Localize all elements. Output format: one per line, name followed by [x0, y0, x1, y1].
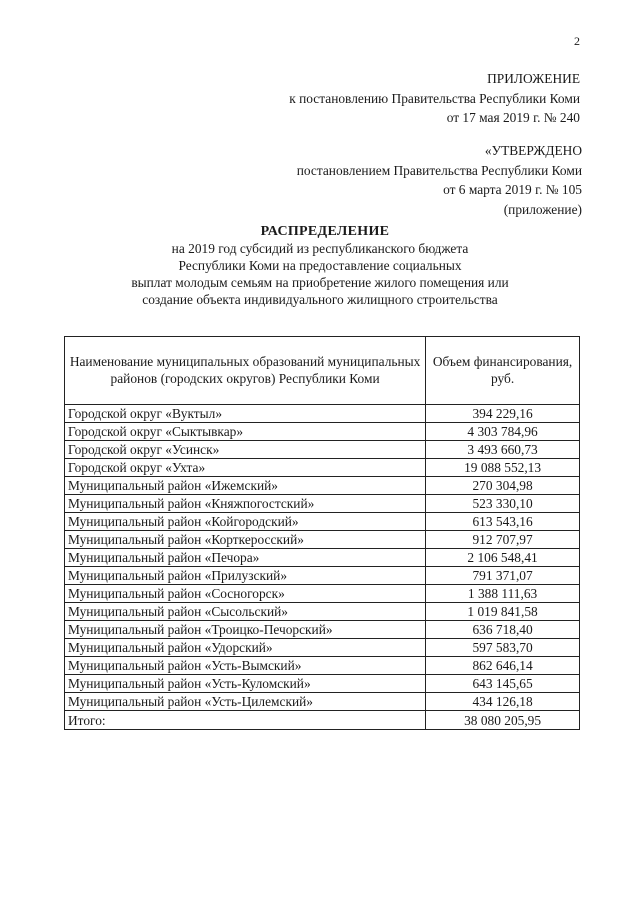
- funding-amount: 270 304,98: [426, 477, 580, 495]
- table-row: [65, 603, 580, 621]
- municipality-name: Муниципальный район «Удорский»: [65, 639, 426, 657]
- header-municipality: Наименование муниципальных образований муниципальных районов (городских округов) Республики Коми: [65, 337, 426, 405]
- table-row: [65, 621, 580, 639]
- table-row: [65, 585, 580, 603]
- municipality-name: Муниципальный район «Усть-Цилемский»: [65, 693, 426, 711]
- municipality-name: Муниципальный район «Усть-Куломский»: [65, 675, 426, 693]
- approved-resolution-line: постановлением Правительства Республики Коми: [296, 162, 582, 178]
- approved-heading: «УТВЕРЖДЕНО: [484, 143, 582, 158]
- funding-amount: 862 646,14: [426, 657, 580, 675]
- table-row: [65, 477, 580, 495]
- municipality-name: Муниципальный район «Койгородский»: [65, 513, 426, 531]
- approved-block: [297, 141, 582, 219]
- document-title-block: [0, 223, 640, 308]
- table-row: [65, 567, 580, 585]
- municipality-name: Городской округ «Усинск»: [65, 441, 426, 459]
- table-row: [65, 531, 580, 549]
- table-body: [65, 405, 580, 711]
- table-row: [65, 405, 580, 423]
- municipality-name: Муниципальный район «Сосногорск»: [65, 585, 426, 603]
- table-row: [65, 639, 580, 657]
- table-row: [65, 657, 580, 675]
- appendix-resolution-line: к постановлению Правительства Республики Коми: [289, 90, 580, 106]
- municipality-name: Муниципальный район «Усть-Вымский»: [65, 657, 426, 675]
- funding-amount: 791 371,07: [426, 567, 580, 585]
- funding-amount: 19 088 552,13: [426, 459, 580, 477]
- distribution-table: [64, 336, 580, 730]
- table-header-row: [65, 337, 580, 405]
- total-label: Итого:: [65, 711, 426, 730]
- appendix-heading: ПРИЛОЖЕНИЕ: [487, 71, 580, 86]
- funding-amount: 1 019 841,58: [426, 603, 580, 621]
- title-line-3: выплат молодым семьям на приобретение жилого помещения или: [131, 275, 509, 290]
- funding-amount: 613 543,16: [426, 513, 580, 531]
- municipality-name: Муниципальный район «Прилузский»: [65, 567, 426, 585]
- page-number: 2: [574, 34, 580, 48]
- municipality-name: Городской округ «Вуктыл»: [65, 405, 426, 423]
- funding-amount: 912 707,97: [426, 531, 580, 549]
- table-row: [65, 459, 580, 477]
- municipality-name: Городской округ «Ухта»: [65, 459, 426, 477]
- municipality-name: Муниципальный район «Сысольский»: [65, 603, 426, 621]
- title-line-1: на 2019 год субсидий из республиканского бюджета: [171, 241, 469, 256]
- funding-amount: 394 229,16: [426, 405, 580, 423]
- table-row: [65, 513, 580, 531]
- table-row: [65, 423, 580, 441]
- title-line-4: создание объекта индивидуального жилищного строительства: [142, 292, 498, 307]
- funding-amount: 1 388 111,63: [426, 585, 580, 603]
- funding-amount: 434 126,18: [426, 693, 580, 711]
- approved-date-line: от 6 марта 2019 г. № 105: [443, 182, 582, 197]
- funding-amount: 597 583,70: [426, 639, 580, 657]
- appendix-block: [289, 69, 580, 128]
- header-amount: Объем финансирования, руб.: [426, 337, 580, 405]
- municipality-name: Муниципальный район «Корткеросский»: [65, 531, 426, 549]
- table-row: [65, 441, 580, 459]
- table-row: [65, 549, 580, 567]
- table-total-row: [65, 711, 580, 730]
- funding-amount: 643 145,65: [426, 675, 580, 693]
- funding-amount: 2 106 548,41: [426, 549, 580, 567]
- total-amount: 38 080 205,95: [426, 711, 580, 730]
- municipality-name: Городской округ «Сыктывкар»: [65, 423, 426, 441]
- funding-amount: 523 330,10: [426, 495, 580, 513]
- funding-amount: 3 493 660,73: [426, 441, 580, 459]
- table-row: [65, 495, 580, 513]
- table-row: [65, 675, 580, 693]
- funding-amount: 4 303 784,96: [426, 423, 580, 441]
- municipality-name: Муниципальный район «Ижемский»: [65, 477, 426, 495]
- municipality-name: Муниципальный район «Печора»: [65, 549, 426, 567]
- appendix-date-line: от 17 мая 2019 г. № 240: [446, 110, 580, 125]
- funding-amount: 636 718,40: [426, 621, 580, 639]
- table-row: [65, 693, 580, 711]
- title-line-2: Республики Коми на предоставление социальных: [178, 258, 462, 273]
- approved-note-line: (приложение): [503, 201, 582, 217]
- municipality-name: Муниципальный район «Троицко-Печорский»: [65, 621, 426, 639]
- municipality-name: Муниципальный район «Княжпогостский»: [65, 495, 426, 513]
- document-title: РАСПРЕДЕЛЕНИЕ: [260, 224, 390, 239]
